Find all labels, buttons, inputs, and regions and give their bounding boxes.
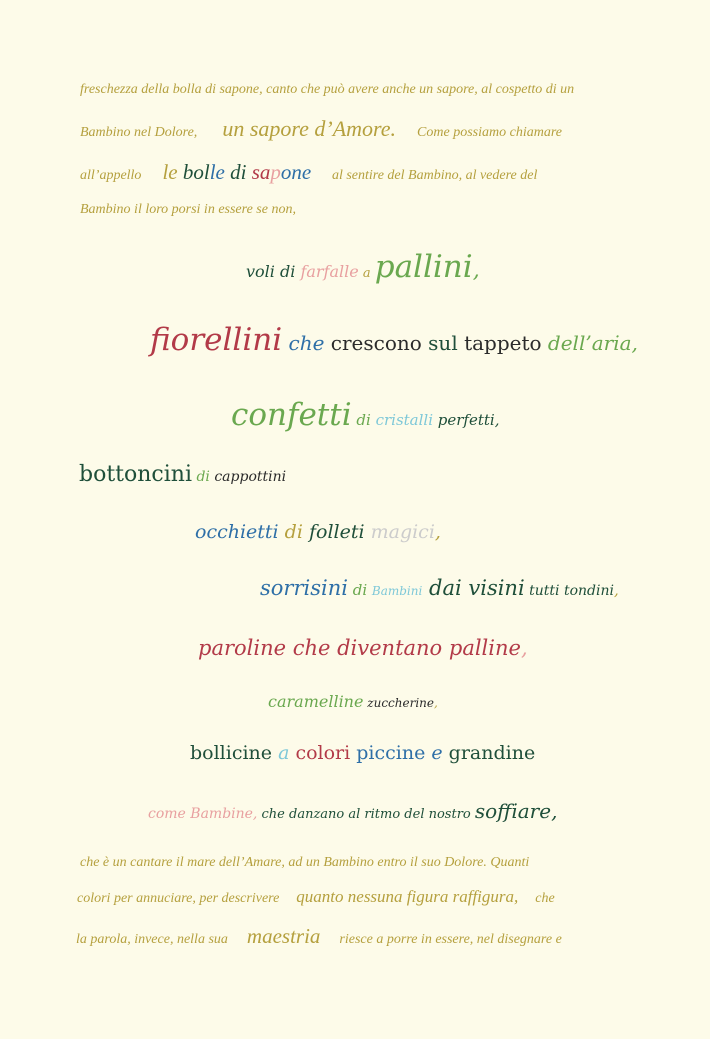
prose-text: la parola, invece, nella sua [76, 932, 228, 947]
prose-line [80, 118, 562, 140]
prose-line [80, 83, 574, 97]
prose-text: Come possiamo chiamare [417, 125, 562, 140]
word: farfalle [300, 262, 359, 281]
word: dell’aria, [541, 331, 638, 355]
word: occhietti [195, 521, 279, 543]
word: confetti [231, 397, 352, 433]
verse-line-5 [195, 523, 441, 542]
word: p [270, 160, 281, 184]
word: a [272, 742, 296, 764]
word: crescono [324, 331, 422, 355]
word: di [351, 411, 376, 429]
word: le [209, 160, 225, 184]
prose-line [77, 888, 555, 906]
word: bol [182, 160, 210, 184]
word: a [358, 266, 375, 281]
word: pallini [374, 249, 473, 285]
word: , [434, 696, 438, 710]
word: folleti [308, 521, 365, 543]
prose-text: Bambino nel Dolore, [80, 125, 198, 140]
verse-line-3 [231, 397, 500, 433]
word: Bambini [371, 584, 423, 598]
word: di [278, 521, 309, 543]
word: one [280, 160, 312, 184]
emphasis-text: quanto nessuna figura raffigura, [296, 887, 519, 906]
verse-line-8 [268, 694, 438, 710]
word: piccine [350, 742, 426, 764]
verse-line-10 [148, 801, 557, 821]
prose-text: freschezza della bolla di sapone, canto che può avere anche un sapore, al cospetto di un [80, 82, 575, 97]
word: tutti tondini [524, 583, 614, 599]
word: dai visini [422, 576, 525, 600]
word: sorrisini [260, 576, 348, 600]
word: bollicine [190, 742, 273, 764]
prose-line [80, 856, 529, 870]
prose-text: riesce a porre in essere, nel disegnare e [339, 932, 562, 947]
prose-text: che [535, 891, 555, 906]
bolle-di-sapone [162, 160, 316, 184]
word: zuccherine [363, 696, 434, 710]
word: di [230, 160, 247, 184]
word: voli [246, 262, 275, 281]
word: come Bambine, [148, 806, 258, 822]
prose-line [80, 203, 296, 217]
word: soffiare, [474, 799, 558, 823]
word: e [425, 742, 449, 764]
word: che danzano al ritmo del nostro [257, 807, 475, 822]
word: cappottini [214, 469, 287, 485]
word: cristalli [375, 411, 434, 429]
word: , [434, 521, 441, 543]
word: , [613, 581, 619, 599]
prose-text: Bambino il loro porsi in essere se non, [80, 202, 296, 217]
word: che [282, 331, 325, 355]
verse-line-1 [246, 249, 480, 285]
verse-line-4 [79, 464, 286, 486]
verse-line-7 [198, 638, 528, 659]
word: magici [364, 521, 435, 543]
verse-line-6 [260, 578, 619, 599]
word: di [274, 262, 301, 281]
word: colori [295, 742, 351, 764]
word: sul [421, 331, 458, 355]
word: , [520, 636, 528, 660]
word: bottoncini [79, 462, 192, 487]
prose-text: colori per annuciare, per descrivere [77, 891, 280, 906]
emphasis-text: maestria [246, 924, 321, 948]
prose-text: all’appello [80, 168, 142, 183]
word: sa [251, 160, 271, 184]
word: , [472, 258, 480, 283]
word: caramelline [268, 692, 364, 711]
prose-text: al sentire del Bambino, al vedere del [331, 168, 538, 183]
word: di [347, 581, 372, 599]
verse-line-2 [150, 322, 638, 358]
word: perfetti, [433, 411, 500, 429]
word: le [162, 160, 183, 184]
verse-line-9 [190, 744, 535, 763]
prose-line [76, 926, 562, 947]
word: tappeto [457, 331, 542, 355]
word: fiorellini [150, 322, 283, 358]
prose-text: che è un cantare il mare dell’Amare, ad un Bambino entro il suo Dolore. Quanti [80, 855, 530, 870]
prose-line [80, 162, 537, 183]
word: grandine [448, 742, 536, 764]
emphasis-text: un sapore d’Amore. [222, 116, 397, 141]
word: di [192, 469, 215, 485]
word: paroline che diventano palline [198, 636, 521, 660]
